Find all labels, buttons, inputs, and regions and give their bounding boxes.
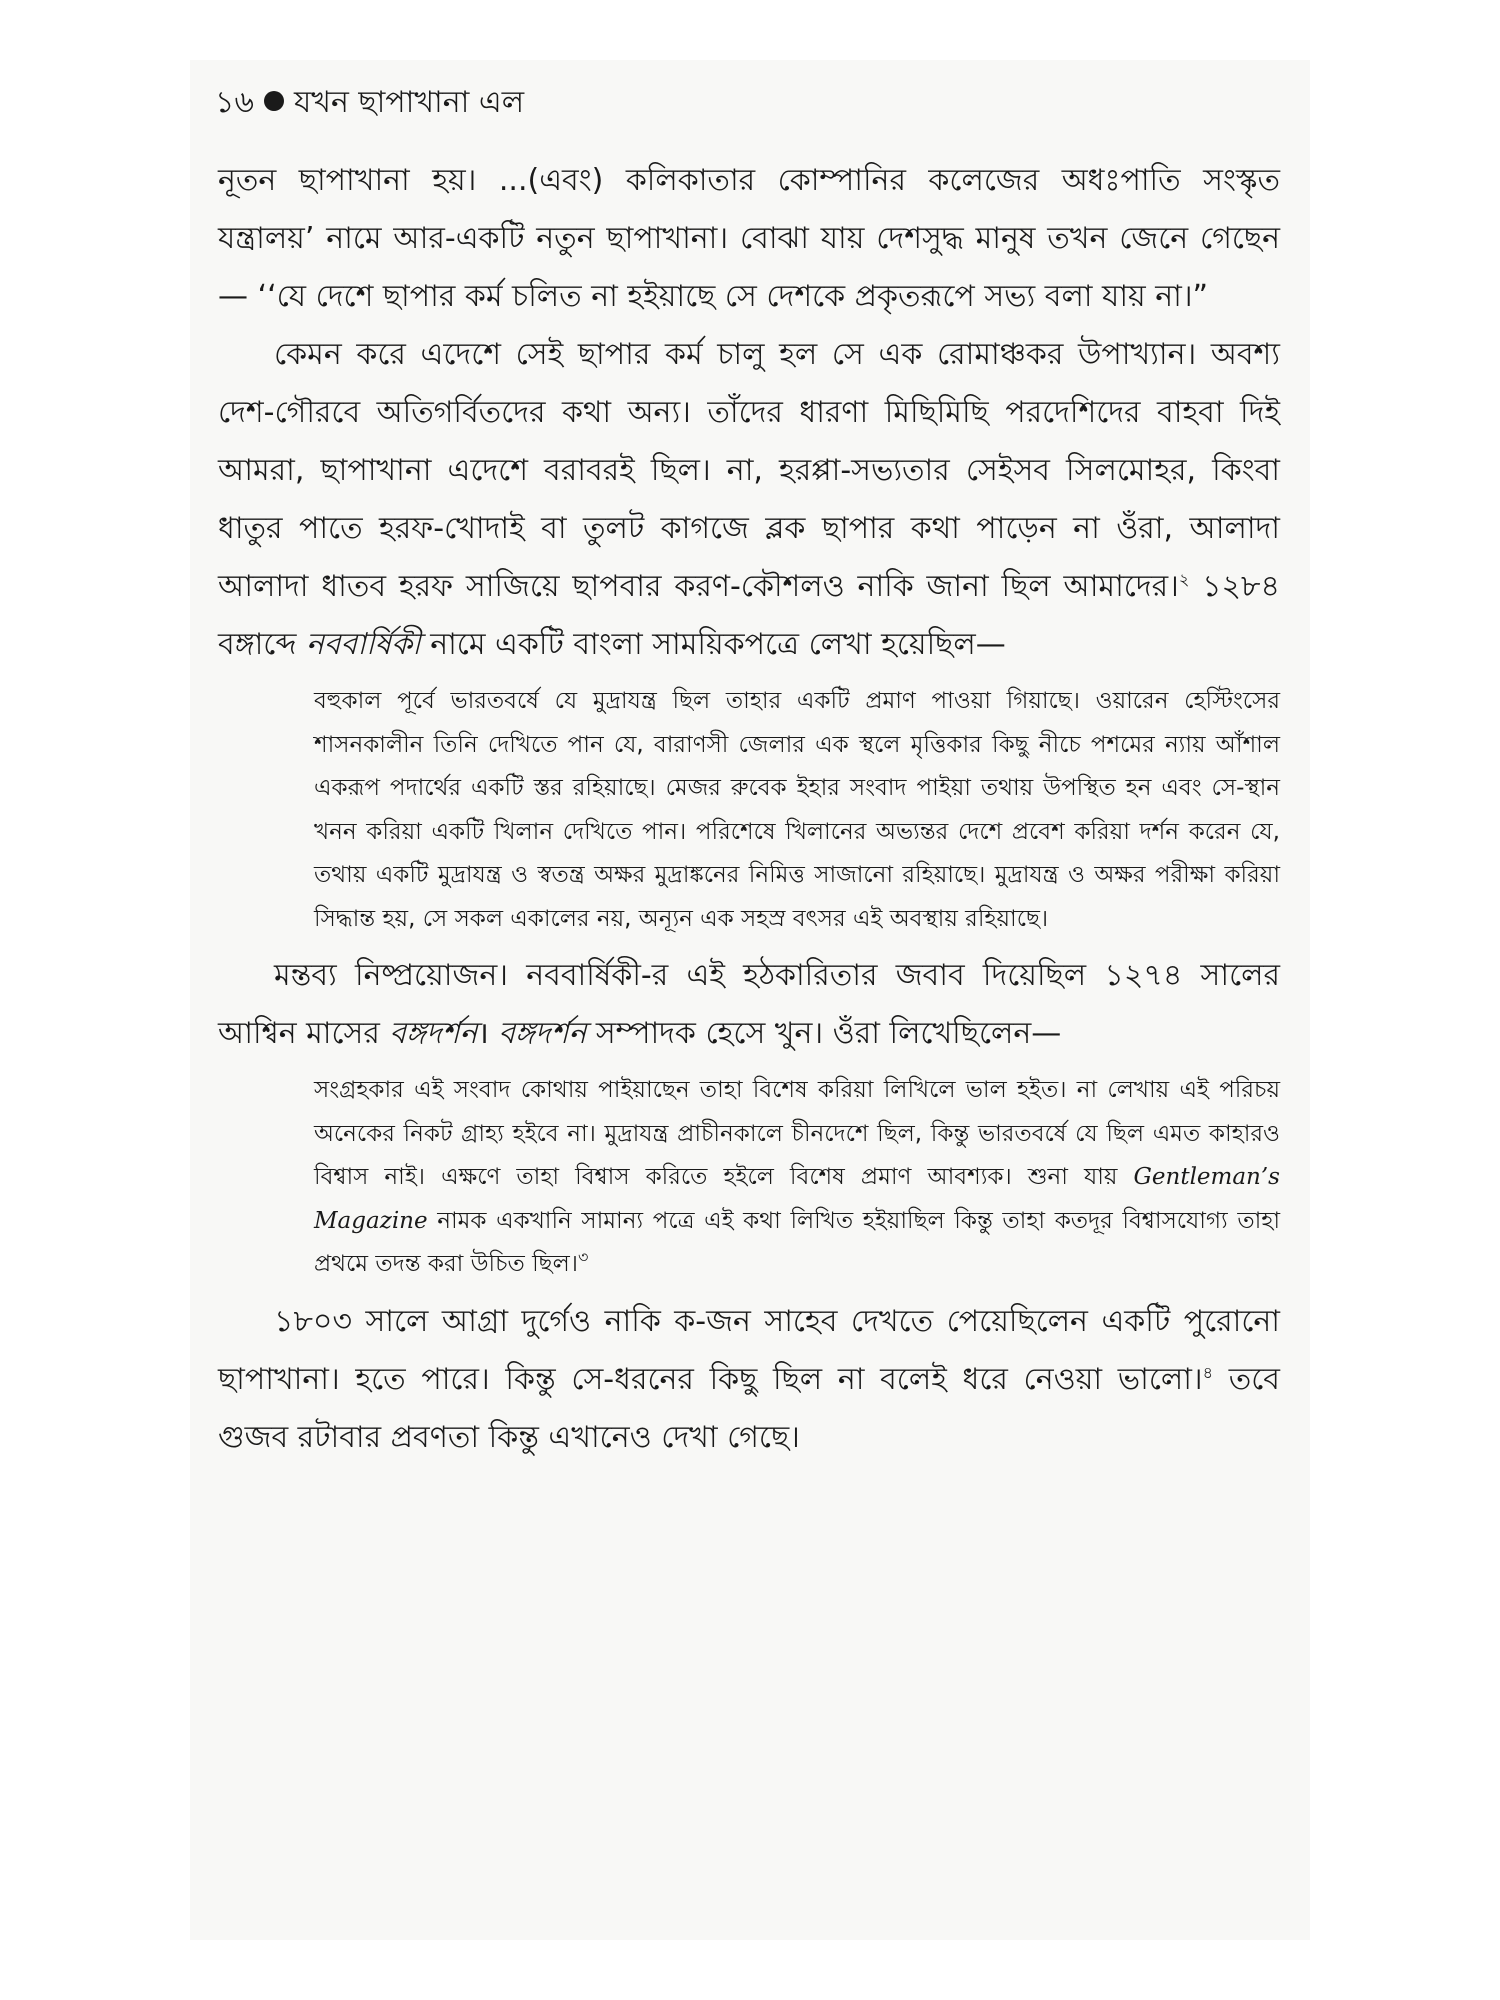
- paragraph-2: [218, 326, 1280, 674]
- page-body: [218, 152, 1280, 1467]
- paragraph-4-text-b: তবে গুজব রটাবার প্রবণতা কিন্তু এখানেও দেখা গেছে।: [218, 1361, 1280, 1455]
- paragraph-3-text: মন্তব্য নিষ্প্রয়োজন। নববার্ষিকী-র এই হঠকারিতার জবাব দিয়েছিল ১২৭৪ সালের আশ্বিন মাসের: [218, 958, 1280, 1051]
- footnote-ref-4: ৪: [1202, 1362, 1214, 1382]
- block-quote-2-text-b: নামক একখানি সামান্য পত্রে এই কথা লিখিত হইয়াছিল কিন্তু তাহা কতদূর বিশ্বাসযোগ্য তাহা প্রথমে তদন্ত করা উচিত ছিল।: [314, 1207, 1280, 1277]
- paragraph-1: নূতন ছাপাখানা হয়। ...(এবং) কলিকাতার কোম্পানির কলেজের অধঃপাতি সংস্কৃত যন্ত্রালয়’ নামে আর-একটি নতুন ছাপাখানা। বোঝা যায় দেশসুদ্ধ মানুষ তখন জেনে গেছেন— ‘‘যে দেশে ছাপার কর্ম চলিত না হইয়াছে সে দেশকে প্রকৃতরূপে সভ্য বলা যায় না।”: [218, 163, 1280, 314]
- bullet-icon: [264, 91, 284, 111]
- paragraph-2-text: কেমন করে এদেশে সেই ছাপার কর্ম চালু হল সে এক রোমাঞ্চকর উপাখ্যান। অবশ্য দেশ-গৌরবে অতিগর্বিতদের কথা অন্য। তাঁদের ধারণা মিছিমিছি পরদেশিদের বাহবা দিই আমরা, ছাপাখানা এদেশে বরাবরই ছিল। না, হরপ্পা-সভ্যতার সেইসব সিলমোহর, কিংবা ধাতুর পাতে হরফ-খোদাই বা তুলট কাগজে ব্লক ছাপার কথা পাড়েন না ওঁরা, আলাদা আলাদা ধাতব হরফ সাজিয়ে ছাপবার করণ-কৌশলও নাকি জানা ছিল আমাদের।: [218, 337, 1280, 604]
- magazine-title: Gentleman’s Magazine: [314, 1164, 1280, 1234]
- page-number: ১৬: [215, 85, 254, 120]
- paragraph-3-text-b: ।: [477, 1016, 499, 1051]
- journal-title-nababarshiki: নববার্ষিকী: [305, 627, 421, 662]
- running-header: [215, 78, 524, 129]
- block-quote-1: বহুকাল পূর্বে ভারতবর্ষে যে মুদ্রাযন্ত্র ছিল তাহার একটি প্রমাণ পাওয়া গিয়াছে। ওয়ারেন হেস্টিংসের শাসনকালীন তিনি দেখিতে পান যে, বারাণসী জেলার এক স্থলে মৃত্তিকার কিছু নীচে পশমের ন্যায় আঁশাল একরূপ পদার্থের একটি স্তর রহিয়াছে। মেজর রুবেক ইহার সংবাদ পাইয়া তথায় উপস্থিত হন এবং সে-স্থান খনন করিয়া একটি খিলান দেখিতে পান। পরিশেষে খিলানের অভ্যন্তর দেশে প্রবেশ করিয়া দর্শন করেন যে, তথায় একটি মুদ্রাযন্ত্র ও স্বতন্ত্র অক্ষর মুদ্রাঙ্কনের নিমিত্ত সাজানো রহিয়াছে। মুদ্রাযন্ত্র ও অক্ষর পরীক্ষা করিয়া সিদ্ধান্ত হয়, সে সকল একালের নয়, অন্যূন এক সহস্র বৎসর এই অবস্থায় রহিয়াছে।: [314, 688, 1280, 932]
- book-page: [190, 60, 1310, 1940]
- paragraph-2-text-c: নামে একটি বাংলা সাময়িকপত্রে লেখা হয়েছিল—: [420, 627, 1006, 662]
- footnote-ref-2: ২: [1178, 570, 1190, 589]
- footnote-ref-3: ৩: [577, 1247, 589, 1267]
- block-quote-2-text: সংগ্রহকার এই সংবাদ কোথায় পাইয়াছেন তাহা বিশেষ করিয়া লিখিলে ভাল হইত। না লেখায় এই পরিচয় অনেকের নিকট গ্রাহ্য হইবে না। মুদ্রাযন্ত্র প্রাচীনকালে চীনদেশে ছিল, কিন্তু ভারতবর্ষে যে ছিল এমত কাহারও বিশ্বাস নাই। এক্ষণে তাহা বিশ্বাস করিতে হইলে বিশেষ প্রমাণ আবশ্যক। শুনা যায়: [314, 1077, 1280, 1190]
- journal-title-bangadarshan: বঙ্গদর্শন: [389, 1016, 478, 1051]
- running-title: যখন ছাপাখানা এল: [293, 85, 525, 120]
- paragraph-2-text-b: ১২৮৪ বঙ্গাব্দে: [218, 569, 1280, 662]
- paragraph-4: [218, 1293, 1280, 1467]
- journal-title-bangadarshan-2: বঙ্গদর্শন: [498, 1016, 587, 1051]
- paragraph-3: [218, 947, 1280, 1063]
- paragraph-3-text-c: সম্পাদক হেসে খুন। ওঁরা লিখেছিলেন—: [586, 1016, 1062, 1051]
- block-quote-2: [314, 1069, 1280, 1287]
- paragraph-4-text: ১৮০৩ সালে আগ্রা দুর্গেও নাকি ক-জন সাহেব দেখতে পেয়েছিলেন একটি পুরোনো ছাপাখানা। হতে পারে। কিন্তু সে-ধরনের কিছু ছিল না বলেই ধরে নেওয়া ভালো।: [218, 1303, 1280, 1397]
